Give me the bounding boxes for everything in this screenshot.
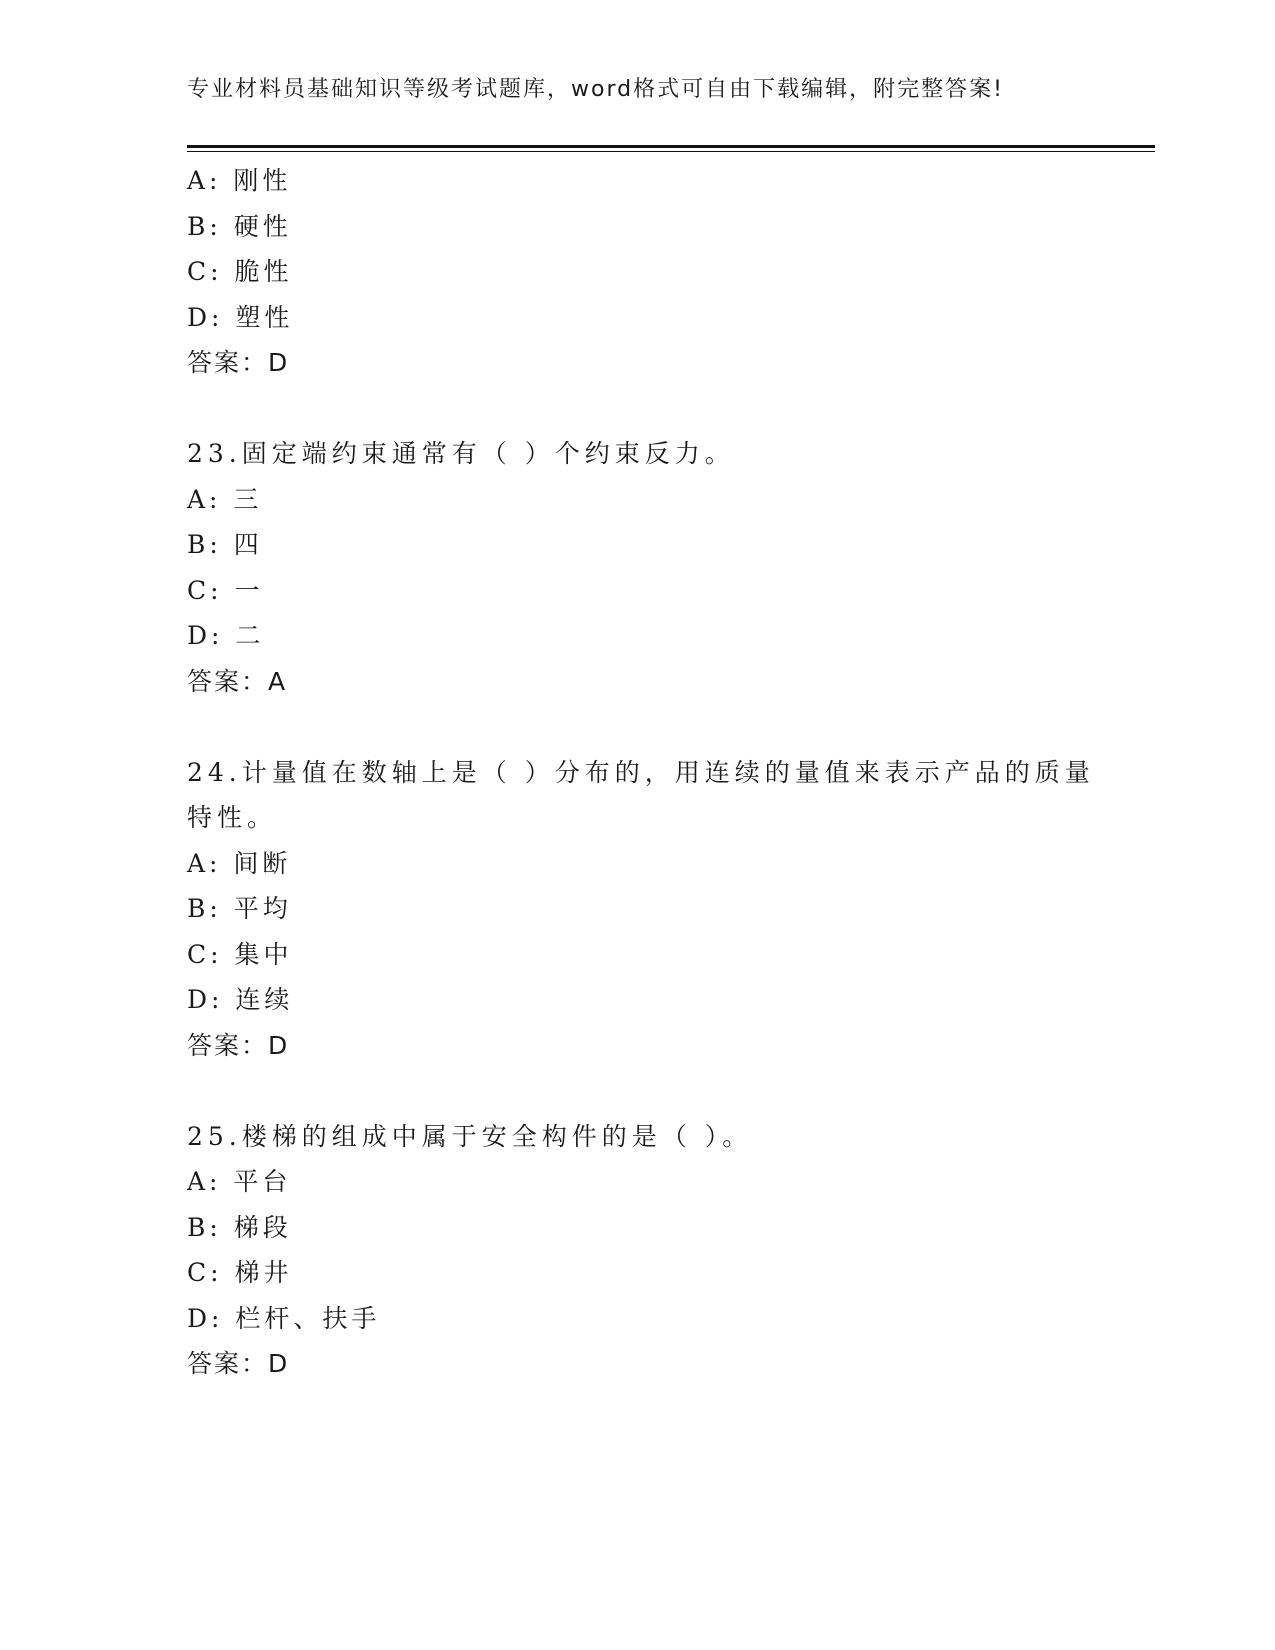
question-block-25 [187, 1114, 1087, 1387]
option-a: A: 刚性 [187, 166, 292, 195]
option-b: B: 四 [187, 530, 263, 559]
option-c: C: 梯井 [187, 1258, 293, 1287]
question-text: 23.固定端约束通常有（ ）个约束反力。 [187, 439, 735, 468]
question-text: 25.楼梯的组成中属于安全构件的是（ ）。 [187, 1121, 753, 1151]
option-a: A: 间断 [187, 848, 292, 878]
header-rule-thin [187, 151, 1155, 152]
answer-line: 答案：D [187, 1349, 290, 1378]
option-d: D: 栏杆、扶手 [187, 1303, 381, 1333]
option-b: B: 硬性 [187, 211, 292, 241]
option-c: C: 集中 [187, 939, 293, 969]
question-block-24 [187, 750, 1095, 1069]
spacer [187, 1068, 1087, 1114]
option-b: B: 平均 [187, 894, 292, 923]
page-header: 专业材料员基础知识等级考试题库，word格式可自由下载编辑，附完整答案! [187, 77, 1004, 102]
question-block-23 [187, 431, 1087, 704]
option-d: D: 二 [187, 621, 265, 650]
spacer [187, 704, 1087, 750]
answer-line: 答案：A [187, 666, 288, 696]
answer-line: 答案：D [187, 348, 290, 377]
spacer [187, 386, 1087, 432]
option-c: C: 脆性 [187, 257, 293, 286]
question-list [187, 158, 1095, 1387]
option-d: D: 塑性 [187, 302, 294, 332]
answer-line: 答案：D [187, 1030, 290, 1060]
question-block-22 [187, 158, 1087, 386]
question-text-line-1: 24.计量值在数轴上是（ ）分布的，用连续的量值来表示产品的质量 [187, 757, 1095, 787]
option-a: A: 三 [187, 484, 263, 514]
header-rule-thick [187, 145, 1155, 148]
option-d: D: 连续 [187, 985, 294, 1014]
question-text-line-2: 特性。 [187, 803, 278, 832]
option-c: C: 一 [187, 575, 264, 605]
option-b: B: 梯段 [187, 1212, 292, 1242]
option-a: A: 平台 [187, 1167, 292, 1196]
